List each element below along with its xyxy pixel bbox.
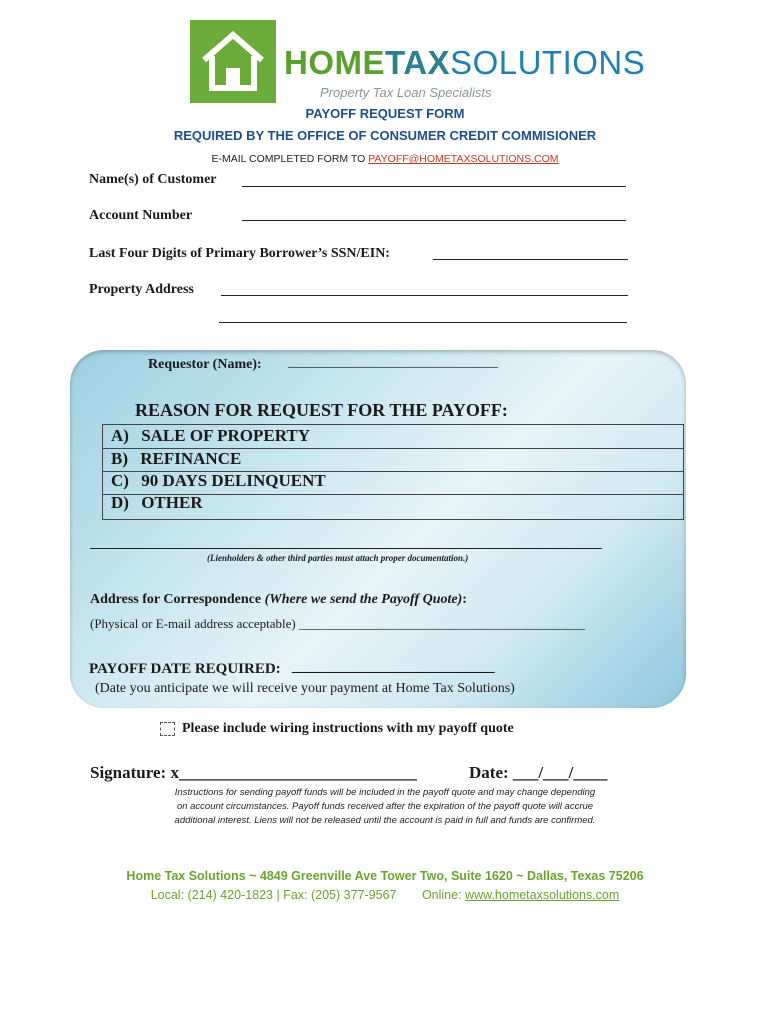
brand-tax: TAX <box>385 44 451 81</box>
payoff-date-hint: (Date you anticipate we will receive your payment at Home Tax Solutions) <box>95 681 515 696</box>
footer-address: Home Tax Solutions ~ 4849 Greenville Ave Tower Two, Suite 1620 ~ Dallas, Texas 75206 <box>126 869 644 883</box>
correspondence-colon: : <box>462 592 467 607</box>
fine-print-line: additional interest. Liens will not be released until the account is paid in full and funds are confirmed. <box>174 815 596 826</box>
account-number-label: Account Number <box>89 208 193 223</box>
form-title: PAYOFF REQUEST FORM <box>305 106 465 121</box>
email-link[interactable]: PAYOFF@HOMETAXSOLUTIONS.COM <box>368 153 559 165</box>
brand-wordmark <box>284 44 645 82</box>
reason-text: SALE OF PROPERTY <box>141 426 310 445</box>
fine-print-line: Instructions for sending payoff funds will be included in the payoff quote and may change depending <box>174 787 596 798</box>
reason-option-b[interactable] <box>103 449 683 471</box>
date-field[interactable]: Date: ___/___/____ <box>469 763 608 782</box>
reason-option-a[interactable] <box>103 426 683 448</box>
form-subtitle: REQUIRED BY THE OFFICE OF CONSUMER CREDIT COMMISIONER <box>173 128 597 143</box>
reason-letter: C) <box>111 471 129 490</box>
correspondence-label: Address for Correspondence <box>90 592 262 607</box>
wiring-label: Please include wiring instructions with my payoff quote <box>182 721 514 736</box>
property-address-field-line2[interactable] <box>219 322 627 323</box>
reason-text: OTHER <box>141 493 203 512</box>
lienholder-note: (Lienholders & other third parties must attach proper documentation.) <box>207 553 469 563</box>
footer-website-link[interactable]: www.hometaxsolutions.com <box>465 888 620 902</box>
reason-options-box <box>102 424 684 520</box>
email-prefix: E-MAIL COMPLETED FORM TO <box>211 153 369 165</box>
property-address-label: Property Address <box>89 282 194 297</box>
other-reason-field[interactable] <box>90 548 602 549</box>
reason-letter: D) <box>111 493 129 512</box>
requestor-field[interactable]: ______________________________ <box>288 355 498 370</box>
reason-option-d[interactable] <box>103 493 683 515</box>
payoff-date-field[interactable]: ___________________________ <box>292 659 495 675</box>
footer-phones: Local: (214) 420-1823 | Fax: (205) 377-9567 <box>150 888 397 902</box>
reason-text: REFINANCE <box>140 449 242 468</box>
footer-contact <box>0 888 770 902</box>
signature-field[interactable]: Signature: x____________________________ <box>90 763 417 782</box>
customer-names-label: Name(s) of Customer <box>89 172 217 187</box>
correspondence-hint: (Where we send the Payoff Quote) <box>264 592 463 607</box>
email-instruction <box>0 153 770 165</box>
account-number-field[interactable] <box>242 220 626 221</box>
ssn-last-four-label: Last Four Digits of Primary Borrower’s SSN/EIN: <box>89 246 390 261</box>
brand-tagline: Property Tax Loan Specialists <box>320 85 492 100</box>
reason-option-c[interactable] <box>103 471 683 493</box>
brand-solutions: SOLUTIONS <box>450 44 646 81</box>
wiring-checkbox[interactable] <box>160 722 175 736</box>
footer-online-label: Online: <box>421 888 462 902</box>
payoff-date-label: PAYOFF DATE REQUIRED: <box>89 661 281 677</box>
fine-print-line: on account circumstances. Payoff funds received after the expiration of the payoff quote will accrue <box>176 801 594 812</box>
brand-home: HOME <box>284 44 385 81</box>
property-address-field[interactable] <box>221 295 628 296</box>
fine-print <box>130 786 640 828</box>
reason-heading: REASON FOR REQUEST FOR THE PAYOFF: <box>135 400 508 420</box>
reason-letter: A) <box>111 426 129 445</box>
reason-letter: B) <box>111 449 128 468</box>
correspondence-address-field[interactable]: (Physical or E-mail address acceptable) ____________________________________________ <box>90 616 585 631</box>
customer-names-field[interactable] <box>242 186 626 187</box>
correspondence-heading <box>90 592 467 608</box>
reason-text: 90 DAYS DELINQUENT <box>141 471 326 490</box>
requestor-label: Requestor (Name): <box>148 357 262 372</box>
ssn-last-four-field[interactable] <box>433 259 628 260</box>
logo-house-icon <box>190 20 276 103</box>
